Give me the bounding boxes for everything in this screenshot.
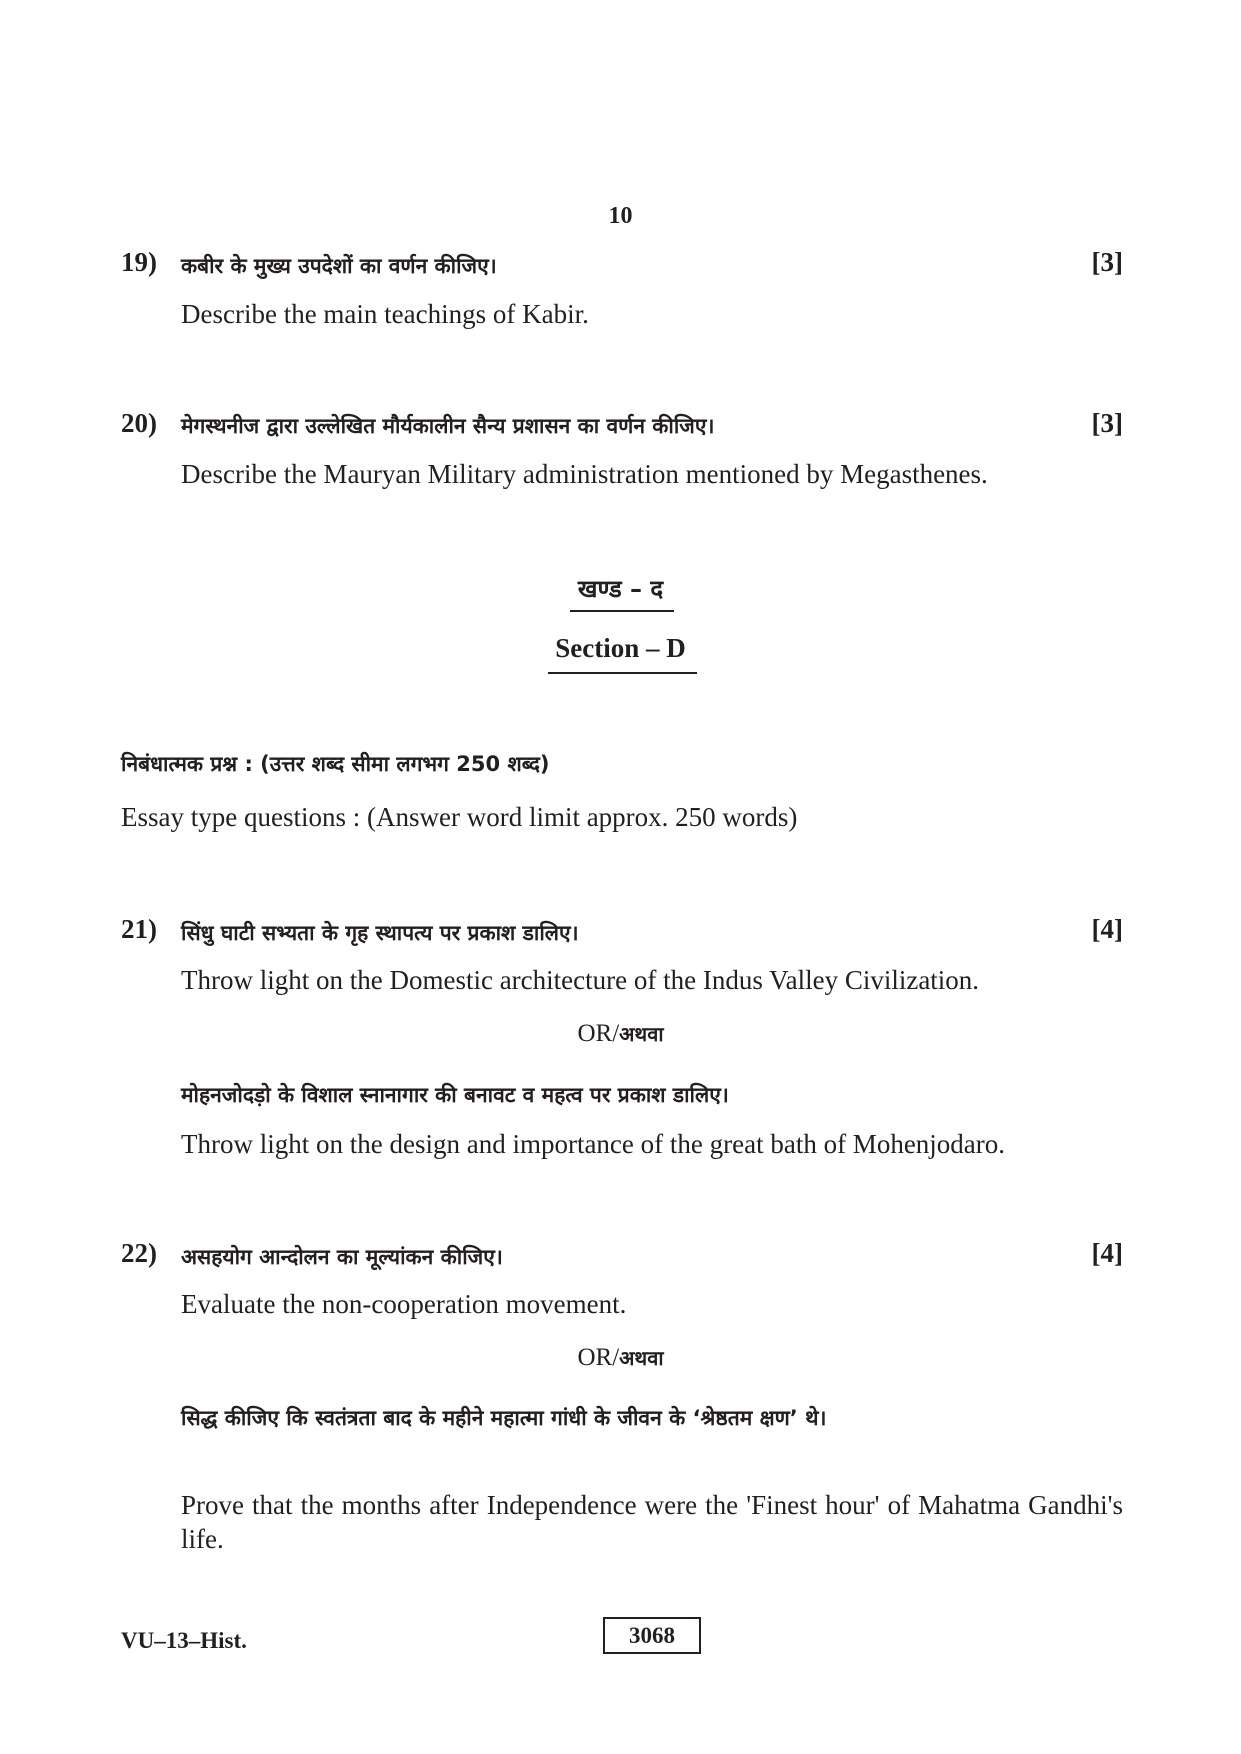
or-hindi: अथवा [619,1022,664,1046]
question-20-number: 20) [121,408,157,438]
question-21-english: Throw light on the Domestic architecture of the Indus Valley Civilization. [181,965,980,995]
or-english: OR/ [577,1344,620,1371]
booklet-number-box: 3068 [603,1617,701,1654]
question-21-or-label [0,1020,1241,1048]
section-heading-hindi: खण्ड – द [577,575,664,603]
question-20-marks: [3] [1091,408,1123,438]
question-22-alt-english: Prove that the months after Independence were the 'Finest hour' of Mahatma Gandhi's life. [181,1490,1123,1554]
question-21-hindi: सिंधु घाटी सभ्यता के गृह स्थापत्य पर प्रकाश डालिए। [181,921,579,945]
question-19-hindi: कबीर के मुख्य उपदेशों का वर्णन कीजिए। [181,254,497,278]
or-english: OR/ [577,1020,620,1047]
question-19-number: 19) [121,247,157,277]
question-22-alt-hindi: सिद्ध कीजिए कि स्वतंत्रता बाद के महीने महात्मा गांधी के जीवन के ‘श्रेष्ठतम क्षण’ थे। [181,1406,827,1430]
question-20-hindi: मेगस्थनीज द्वारा उल्लेखित मौर्यकालीन सैन्य प्रशासन का वर्णन कीजिए। [181,414,715,438]
question-22-english: Evaluate the non-cooperation movement. [181,1289,627,1319]
instructions-english: Essay type questions : (Answer word limit approx. 250 words) [121,802,798,832]
question-22-number: 22) [121,1238,157,1268]
question-21-number: 21) [121,914,157,944]
question-19-marks: [3] [1091,247,1123,277]
paper-code: VU–13–Hist. [121,1628,247,1653]
question-22-marks: [4] [1091,1238,1123,1268]
question-22-hindi: असहयोग आन्दोलन का मूल्यांकन कीजिए। [181,1245,503,1269]
question-20-english: Describe the Mauryan Military administration mentioned by Megasthenes. [181,459,988,489]
section-english-underline [548,672,697,674]
question-21-marks: [4] [1091,914,1123,944]
question-21-alt-hindi: मोहनजोदड़ो के विशाल स्नानागार की बनावट व महत्व पर प्रकाश डालिए। [181,1083,729,1107]
question-22-or-label [0,1344,1241,1372]
section-heading-english: Section – D [555,633,686,663]
question-19-english: Describe the main teachings of Kabir. [181,299,589,329]
section-hindi-underline [570,610,674,612]
question-21-alt-english: Throw light on the design and importance of the great bath of Mohenjodaro. [181,1129,1006,1159]
page-number: 10 [608,203,633,229]
instructions-hindi: निबंधात्मक प्रश्न : (उत्तर शब्द सीमा लगभग 250 शब्द) [121,752,550,776]
or-hindi: अथवा [619,1346,664,1370]
